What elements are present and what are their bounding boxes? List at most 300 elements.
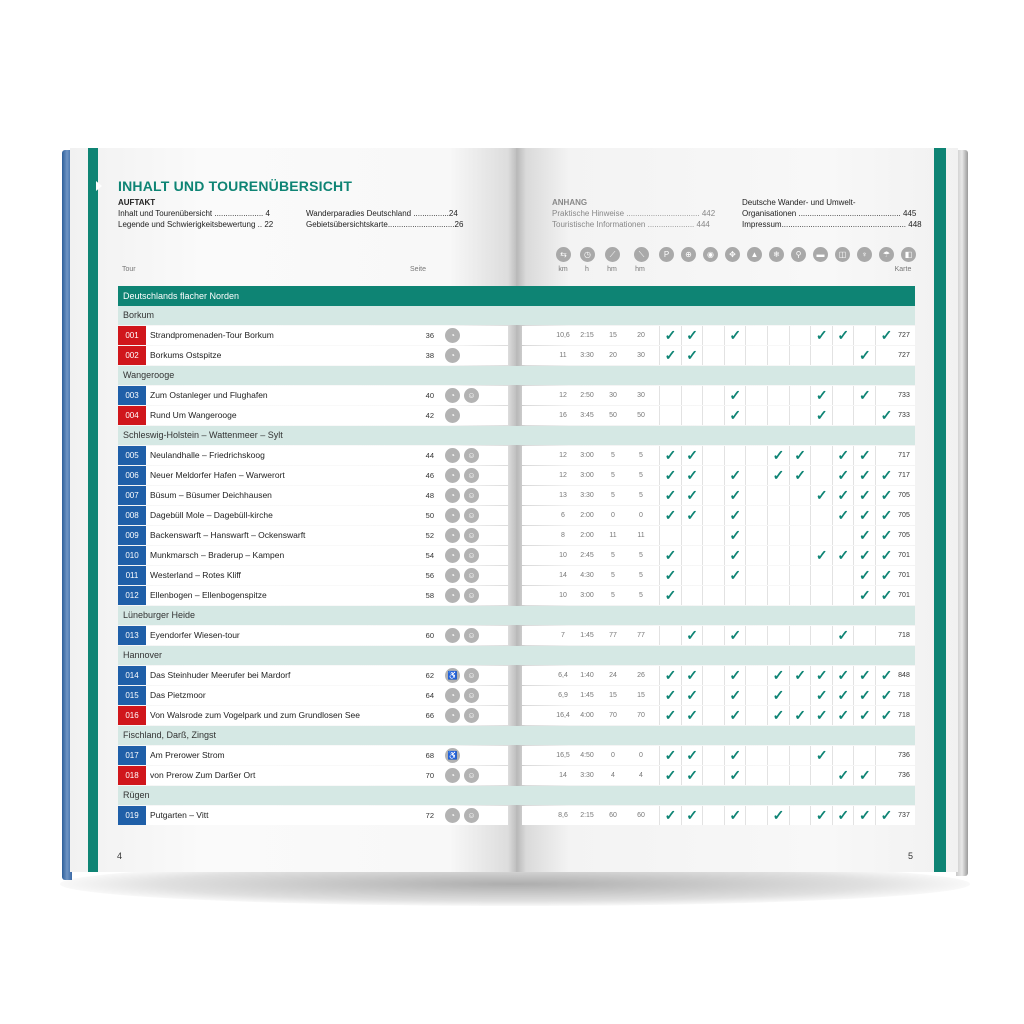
check-icon: ✓ [880,547,893,563]
feature-cell [681,586,703,605]
page-title: INHALT UND TOURENÜBERSICHT [118,178,353,194]
table-row[interactable] [118,546,915,565]
check-icon: ✓ [880,587,893,603]
feature-cell [767,326,789,345]
feature-cell [853,706,875,725]
difficulty-icon: ◔ [445,628,460,643]
feature-cell [853,686,875,705]
feature-cell [724,766,746,785]
title-arrow-icon [96,181,102,191]
distance-value: 12 [559,392,567,399]
family-icon: ☺ [464,668,479,683]
descent-value: 5 [639,472,643,479]
difficulty-icon: ◔ [445,528,460,543]
feature-cell [745,706,767,725]
feature-cell [659,506,681,525]
descent-value: 70 [637,712,645,719]
duration-value: 2:15 [580,812,594,819]
feature-column-icon: ♆ [857,247,872,262]
map-number: 727 [898,352,910,359]
check-icon: ✓ [772,467,785,483]
feature-cell [789,506,811,525]
distance-value: 7 [561,632,565,639]
difficulty-icon: ◔ [445,408,460,423]
feature-cell [681,446,703,465]
feature-column-icon: ◉ [703,247,718,262]
table-row[interactable] [118,326,915,345]
tour-page-number: 62 [425,671,434,680]
ascent-value: 50 [609,412,617,419]
feature-cell [724,666,746,685]
tour-number-badge: 019 [118,806,146,825]
feature-cell [810,346,832,365]
feature-cell [789,706,811,725]
tour-page-number: 44 [425,451,434,460]
tour-name[interactable]: Eyendorfer Wiesen-tour [150,630,240,640]
check-icon: ✓ [664,687,677,703]
feature-cell [832,346,854,365]
col-hm-down: hm [635,266,645,273]
difficulty-icon: ◔ [445,448,460,463]
distance-value: 16,5 [556,752,570,759]
check-icon: ✓ [772,687,785,703]
feature-cell [745,406,767,425]
page-number-left: 4 [117,851,123,861]
feature-cell [767,446,789,465]
family-icon: ☺ [464,528,479,543]
family-icon: ☺ [464,388,479,403]
map-number: 727 [898,332,910,339]
tour-page-number: 70 [425,771,434,780]
feature-cell [832,706,854,725]
feature-cell [810,446,832,465]
family-icon: ☺ [464,628,479,643]
feature-cell [745,346,767,365]
difficulty-icon: ◔ [445,468,460,483]
toc-entry[interactable]: Organisationen .............................................. 445 [742,209,917,218]
check-icon: ✓ [772,667,785,683]
tour-page-number: 56 [425,571,434,580]
feature-cell [659,626,681,645]
feature-cell [789,806,811,825]
map-number: 718 [898,632,910,639]
table-row[interactable] [118,446,915,465]
feature-cell [810,626,832,645]
check-icon: ✓ [729,627,742,643]
check-icon: ✓ [837,807,850,823]
map-number: 701 [898,572,910,579]
tour-name[interactable]: Dagebüll Mole – Dagebüll-kirche [150,510,273,520]
table-row[interactable] [118,586,915,605]
duration-value: 3:00 [580,592,594,599]
tour-number-badge: 008 [118,506,146,525]
table-row[interactable] [118,626,915,645]
feature-cell [789,766,811,785]
anhang-label: ANHANG [552,198,588,207]
check-icon: ✓ [859,527,871,543]
tour-number-badge: 002 [118,346,146,365]
difficulty-icon: ◔ [445,348,460,363]
feature-cell [810,326,832,345]
table-row[interactable] [118,566,915,585]
check-icon: ✓ [729,567,742,583]
duration-value: 1:40 [580,672,594,679]
tour-number-badge: 017 [118,746,146,765]
tour-number-badge: 014 [118,666,146,685]
descent-value: 5 [639,552,643,559]
ascent-value: 5 [611,492,615,499]
family-icon: ☺ [464,568,479,583]
table-row[interactable] [118,506,915,525]
category-header [118,366,915,385]
tour-name[interactable]: Neuer Meldorfer Hafen – Warwerort [150,470,285,480]
tour-number-badge: 006 [118,466,146,485]
feature-cell [853,526,875,545]
feature-cell [810,486,832,505]
feature-column-icon: ▲ [747,247,762,262]
category-header [118,646,915,665]
check-icon: ✓ [686,767,698,783]
table-row[interactable] [118,346,915,365]
feature-cell [789,526,811,545]
check-icon: ✓ [837,767,850,783]
difficulty-icon: ◔ [445,808,460,823]
check-icon: ✓ [880,487,893,503]
family-icon: ☺ [464,468,479,483]
table-row[interactable] [118,666,915,685]
descent-value: 15 [637,692,645,699]
feature-cell [724,686,746,705]
check-icon: ✓ [859,807,871,823]
toc-entry[interactable]: Praktische Hinweise ................................. 442 [552,209,716,218]
toc-entry[interactable]: Gebietsübersichtskarte..............................26 [306,220,464,229]
feature-cell [810,666,832,685]
feature-cell [724,406,746,425]
check-icon: ✓ [729,407,742,423]
tour-name[interactable]: Das Steinhuder Meerufer bei Mardorf [150,670,291,680]
feature-cell [789,626,811,645]
tour-number-badge: 018 [118,766,146,785]
feature-column-icon: ❄ [769,247,784,262]
check-icon: ✓ [859,567,871,583]
tour-page-number: 64 [425,691,434,700]
ascent-value: 0 [611,512,615,519]
feature-cell [853,626,875,645]
check-icon: ✓ [664,487,677,503]
tour-name[interactable]: Neulandhalle – Friedrichskoog [150,450,265,460]
check-icon: ✓ [686,707,698,723]
difficulty-icon: ◔ [445,708,460,723]
check-icon: ✓ [815,747,828,763]
feature-cell [810,406,832,425]
tour-name[interactable]: Ellenbogen – Ellenbogenspitze [150,590,267,600]
descent-value: 30 [637,352,645,359]
feature-cell [659,706,681,725]
tour-name[interactable]: Rund Um Wangerooge [150,410,237,420]
feature-cell [853,386,875,405]
toc-entry[interactable]: Touristische Informationen ..................... 444 [552,220,710,229]
feature-cell [702,406,724,425]
check-icon: ✓ [664,667,677,683]
feature-cell [659,806,681,825]
toc-entry[interactable]: Impressum........................................................ 448 [742,220,922,229]
feature-cell [832,666,854,685]
duration-value: 3:30 [580,352,594,359]
tour-number-badge: 016 [118,706,146,725]
category-header [118,306,915,325]
descent-value: 77 [637,632,645,639]
table-row[interactable] [118,806,915,825]
check-icon: ✓ [859,447,871,463]
family-icon: ☺ [464,588,479,603]
difficulty-icon: ◔ [445,688,460,703]
tour-page-number: 52 [425,531,434,540]
feature-cell [832,466,854,485]
category-header [118,726,915,745]
feature-column-icon: ☂ [879,247,894,262]
check-icon: ✓ [686,747,698,763]
duration-value: 1:45 [580,632,594,639]
map-number: 718 [898,692,910,699]
check-icon: ✓ [794,447,806,463]
map-number: 705 [898,492,910,499]
ascent-value: 20 [609,352,617,359]
tour-page-number: 42 [425,411,434,420]
tour-page-number: 72 [425,811,434,820]
feature-cell [767,466,789,485]
toc-entry[interactable]: Inhalt und Tourenübersicht ...................... 4 [118,209,270,218]
tour-name[interactable]: Putgarten – Vitt [150,810,209,820]
check-icon: ✓ [664,807,677,823]
tour-name[interactable]: Von Walsrode zum Vogelpark und zum Grundlosen See [150,710,360,720]
check-icon: ✓ [686,447,698,463]
col-karte: Karte [894,266,912,273]
feature-cell [767,586,789,605]
feature-cell [681,806,703,825]
feature-cell [681,386,703,405]
map-number: 736 [898,772,910,779]
feature-cell [767,526,789,545]
check-icon: ✓ [664,707,677,723]
feature-cell [853,586,875,605]
toc-entry[interactable]: Wanderparadies Deutschland ................24 [306,209,458,218]
tour-name[interactable]: Am Prerower Strom [150,750,225,760]
descent-value: 50 [637,412,645,419]
feature-cell [659,446,681,465]
feature-cell [659,686,681,705]
tour-number-badge: 012 [118,586,146,605]
check-icon: ✓ [859,387,871,403]
category-label: Lüneburger Heide [123,610,196,620]
feature-cell [745,506,767,525]
tour-name[interactable]: von Prerow Zum Darßer Ort [150,770,256,780]
tour-name[interactable]: Borkums Ostspitze [150,350,222,360]
check-icon: ✓ [686,667,698,683]
duration-value: 3:00 [580,472,594,479]
check-icon: ✓ [729,667,742,683]
table-row[interactable] [118,486,915,505]
distance-value: 14 [559,772,567,779]
toc-entry[interactable]: Deutsche Wander- und Umwelt- [742,198,856,207]
feature-cell [789,386,811,405]
feature-cell [810,806,832,825]
feature-cell [681,326,703,345]
feature-cell [789,486,811,505]
check-icon: ✓ [686,487,698,503]
table-row[interactable] [118,766,915,785]
feature-cell [767,546,789,565]
feature-cell [659,326,681,345]
feature-cell [702,806,724,825]
tour-page-number: 58 [425,591,434,600]
feature-cell [659,406,681,425]
feature-cell [832,766,854,785]
feature-cell [810,586,832,605]
category-header [118,786,915,805]
feature-cell [767,806,789,825]
table-row[interactable] [118,466,915,485]
ascent-value: 5 [611,552,615,559]
tour-name[interactable]: Zum Ostanleger und Flughafen [150,390,268,400]
table-row[interactable] [118,686,915,705]
table-row[interactable] [118,406,915,425]
distance-value: 13 [559,492,567,499]
feature-cell [745,466,767,485]
ascent-value: 0 [611,752,615,759]
feature-cell [745,386,767,405]
tour-name[interactable]: Strandpromenaden-Tour Borkum [150,330,274,340]
feature-cell [681,626,703,645]
feature-cell [724,526,746,545]
duration-value: 4:50 [580,752,594,759]
feature-cell [659,746,681,765]
page-number-right: 5 [908,851,914,861]
feature-cell [681,746,703,765]
tour-name[interactable]: Westerland – Rotes Kliff [150,570,241,580]
check-icon: ✓ [815,487,828,503]
ascent-value: 15 [609,692,617,699]
check-icon: ✓ [729,387,742,403]
tour-name[interactable]: Backenswarft – Hanswarft – Ockenswarft [150,530,306,540]
distance-value: 6,9 [558,692,568,699]
feature-cell [681,526,703,545]
feature-cell [681,546,703,565]
map-number: 718 [898,712,910,719]
check-icon: ✓ [664,347,677,363]
duration-value: 2:50 [580,392,594,399]
category-label: Borkum [123,310,155,320]
ascent-value: 5 [611,592,615,599]
tour-name[interactable]: Das Pietzmoor [150,690,206,700]
ascent-icon: ⟋ [605,247,620,262]
descent-value: 11 [637,532,645,539]
check-icon: ✓ [880,467,893,483]
feature-cell [789,686,811,705]
feature-cell [681,766,703,785]
check-icon: ✓ [880,327,893,343]
ascent-value: 5 [611,452,615,459]
distance-value: 12 [559,452,567,459]
difficulty-icon: ◔ [445,768,460,783]
check-icon: ✓ [686,507,698,523]
feature-cell [659,546,681,565]
feature-cell [767,666,789,685]
family-icon: ☺ [464,448,479,463]
table-row[interactable] [118,746,915,765]
feature-cell [853,346,875,365]
feature-cell [745,586,767,605]
distance-value: 12 [559,472,567,479]
feature-cell [681,506,703,525]
descent-value: 0 [639,512,643,519]
table-row[interactable] [118,526,915,545]
feature-cell [789,666,811,685]
feature-cell [745,446,767,465]
check-icon: ✓ [815,707,828,723]
feature-cell [745,326,767,345]
table-row[interactable] [118,386,915,405]
feature-cell [810,546,832,565]
toc-entry[interactable]: Legende und Schwierigkeitsbewertung .. 22 [118,220,274,229]
table-row[interactable] [118,706,915,725]
tour-page-number: 48 [425,491,434,500]
tour-number-badge: 007 [118,486,146,505]
feature-cell [745,686,767,705]
check-icon: ✓ [729,547,742,563]
feature-cell [789,346,811,365]
feature-cell [853,746,875,765]
feature-cell [810,706,832,725]
feature-cell [810,466,832,485]
feature-cell [832,446,854,465]
family-icon: ☺ [464,508,479,523]
distance-value: 10,6 [556,332,570,339]
feature-cell [702,626,724,645]
map-number: 701 [898,552,910,559]
tour-name[interactable]: Munkmarsch – Braderup – Kampen [150,550,285,560]
check-icon: ✓ [664,567,677,583]
feature-cell [810,566,832,585]
feature-cell [745,746,767,765]
category-label: Rügen [123,790,150,800]
category-header [118,606,915,625]
check-icon: ✓ [815,387,828,403]
map-number: 705 [898,512,910,519]
feature-column-icon: P [659,247,674,262]
feature-cell [702,766,724,785]
check-icon: ✓ [859,507,871,523]
feature-cell [724,566,746,585]
feature-cell [789,406,811,425]
check-icon: ✓ [729,767,742,783]
check-icon: ✓ [837,627,850,643]
check-icon: ✓ [729,487,742,503]
tour-page-number: 46 [425,471,434,480]
feature-column-icon: ◧ [901,247,916,262]
ascent-value: 5 [611,572,615,579]
clock-icon: ◷ [580,247,595,262]
check-icon: ✓ [772,447,785,463]
check-icon: ✓ [837,467,850,483]
feature-column-icon: ✥ [725,247,740,262]
feature-cell [853,806,875,825]
tour-name[interactable]: Büsum – Büsumer Deichhausen [150,490,272,500]
feature-cell [789,546,811,565]
feature-cell [853,406,875,425]
family-icon: ☺ [464,488,479,503]
feature-cell [702,566,724,585]
difficulty-icon: ♿ [445,668,460,683]
